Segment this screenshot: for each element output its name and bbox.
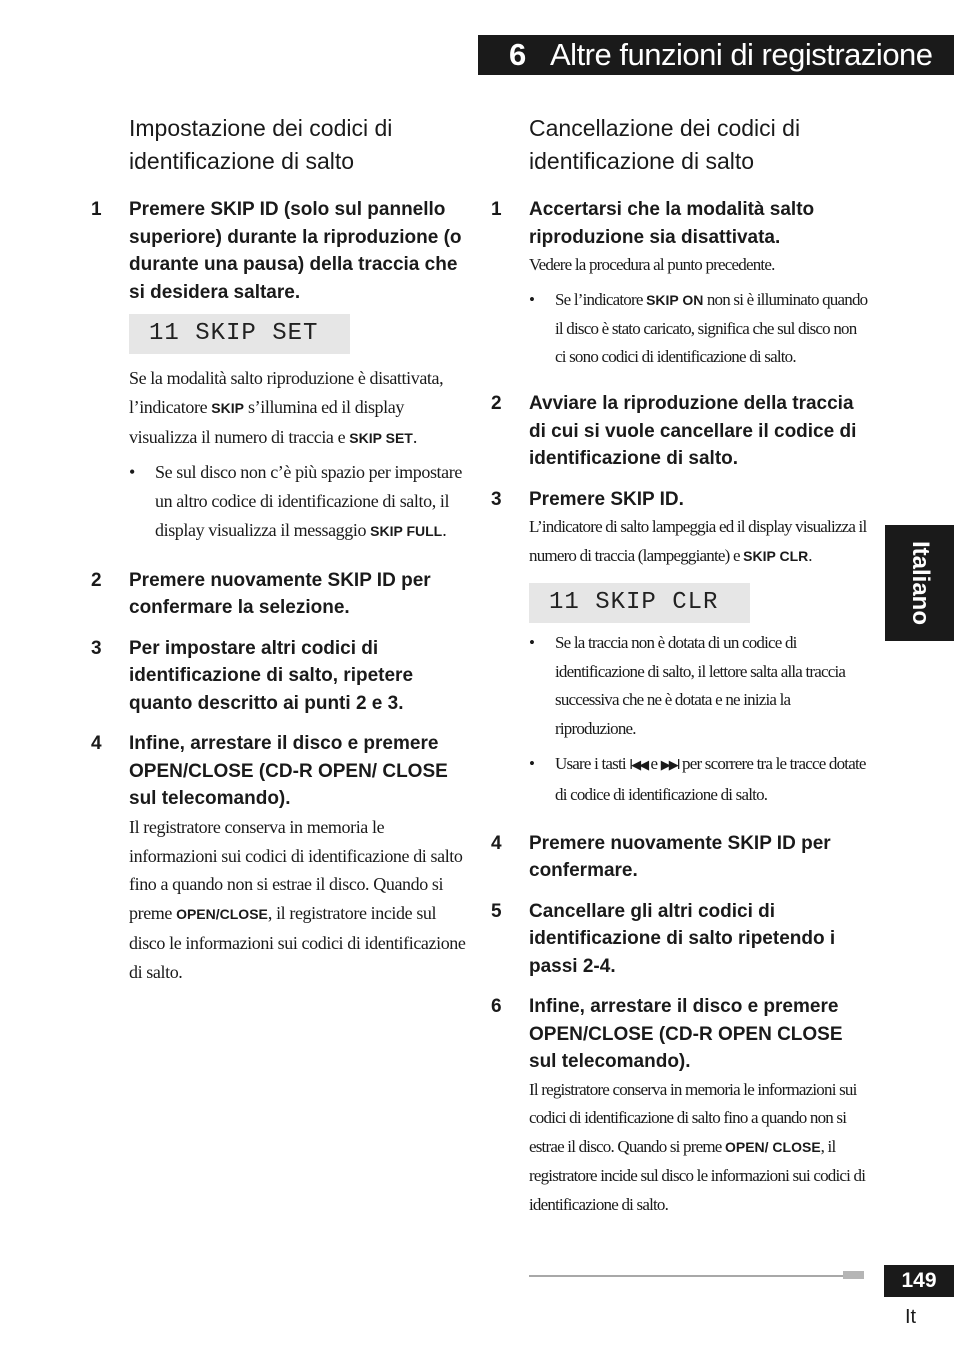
step-text: Se la modalità salto riproduzione è disattivata, l’indicatore SKIP s’illumina ed il display visualizza il numero di traccia e SKIP SET.	[129, 368, 444, 447]
bullet-item: • Se sul disco non c’è più spazio per impostare un altro codice di identificazione di salto, il display visualizza il messaggio SKIP FULL.	[129, 458, 468, 545]
bullet-item: • Se l’indicatore SKIP ON non si è illuminato quando il disco è stato caricato, significa che sul disco non ci sono codici di identificazione di salto.	[529, 286, 868, 372]
skip-forward-icon: ▶▶I	[660, 757, 679, 773]
step-title: Cancellare gli altri codici di identificazione di salto ripetendo i passi 2-4.	[529, 900, 836, 977]
section-title-clearing: Cancellazione dei codici di identificazione di salto	[529, 115, 801, 174]
step-title: Infine, arrestare il disco e premere OPEN/CLOSE (CD-R OPEN/ CLOSE sul telecomando).	[129, 733, 448, 810]
bullet-item: • Usare i tasti I◀◀ e ▶▶I per scorrere tra le tracce dotate di codice di identificazione di salto.	[529, 750, 868, 810]
language-code: It	[905, 1306, 917, 1328]
lcd-display: 11 SKIP SET	[129, 314, 350, 354]
step-3	[88, 635, 468, 718]
step-title: Premere SKIP ID.	[529, 488, 684, 510]
step-number: 4	[491, 832, 502, 854]
language-tab-label: Italiano	[906, 540, 934, 626]
step-number: 2	[91, 569, 102, 591]
skip-back-icon: I◀◀	[629, 757, 648, 773]
step-text: Il registratore conserva in memoria le informazioni sui codici di identificazione di salto fino a quando non si estrae il disco. Quando si preme OPEN/CLOSE, il registratore incide sul disco le informazioni sui codici di identificazione di salto.	[129, 816, 466, 982]
bottom-divider	[529, 1275, 864, 1277]
step-text: Il registratore conserva in memoria le informazioni sui codici di identificazione di salto fino a quando non si estrae il disco. Quando si preme OPEN/ CLOSE, il registratore incide sul disco le informazioni sui codici di identificazione di salto.	[529, 1079, 866, 1214]
step-5	[488, 898, 868, 981]
step-number: 1	[91, 199, 102, 220]
bullet-item: • Se la traccia non è dotata di un codice di identificazione di salto, il lettore salta alla traccia successiva che ne è dotata e ne inizia la riproduzione.	[529, 629, 868, 744]
step-title: Per impostare altri codici di identificazione di salto, ripetere quanto descritto ai punti 2 e 3.	[129, 637, 414, 714]
right-column	[488, 112, 868, 1220]
step-number: 4	[91, 733, 102, 755]
bullet-icon: •	[529, 753, 535, 773]
step-1	[88, 196, 468, 546]
step-4	[88, 730, 468, 986]
step-6	[488, 993, 868, 1219]
step-number: 1	[491, 199, 502, 220]
bottom-divider-end	[843, 1271, 864, 1279]
step-title: Infine, arrestare il disco e premere OPEN/CLOSE (CD-R OPEN CLOSE sul telecomando).	[529, 996, 843, 1073]
step-2	[488, 390, 868, 473]
step-4	[488, 830, 868, 885]
step-number: 2	[491, 393, 502, 415]
chapter-header	[478, 35, 954, 75]
chapter-number: 6	[509, 37, 526, 72]
step-3	[488, 486, 868, 810]
bullet-icon: •	[529, 632, 535, 652]
step-number: 5	[491, 900, 502, 922]
language-side-tab	[885, 525, 954, 641]
step-2	[88, 567, 468, 622]
bullet-icon: •	[129, 462, 135, 483]
bullet-icon: •	[529, 289, 535, 309]
step-title: Premere nuovamente SKIP ID per confermare.	[529, 832, 831, 882]
step-title: Premere nuovamente SKIP ID per confermare la selezione.	[129, 569, 431, 619]
step-title: Accertarsi che la modalità salto riproduzione sia disattivata.	[529, 199, 815, 248]
step-title: Avviare la riproduzione della traccia di cui si vuole cancellare il codice di identificazione di salto.	[529, 393, 857, 470]
step-1	[488, 196, 868, 372]
left-column	[88, 112, 468, 987]
section-title-setting: Impostazione dei codici di identificazione di salto	[129, 115, 393, 174]
step-number: 3	[91, 637, 102, 659]
step-number: 6	[491, 996, 502, 1018]
lcd-display: 11 SKIP CLR	[529, 583, 750, 623]
chapter-title: Altre funzioni di registrazione	[550, 37, 933, 72]
step-title: Premere SKIP ID (solo sul pannello superiore) durante la riproduzione (o durante una pausa) della traccia che si desidera saltare.	[129, 199, 462, 303]
step-text: L’indicatore di salto lampeggia ed il display visualizza il numero di traccia (lampeggiante) e SKIP CLR.	[529, 517, 867, 565]
page-number: 149	[884, 1265, 954, 1297]
step-text: Vedere la procedura al punto precedente.	[529, 255, 775, 274]
step-number: 3	[491, 488, 502, 510]
